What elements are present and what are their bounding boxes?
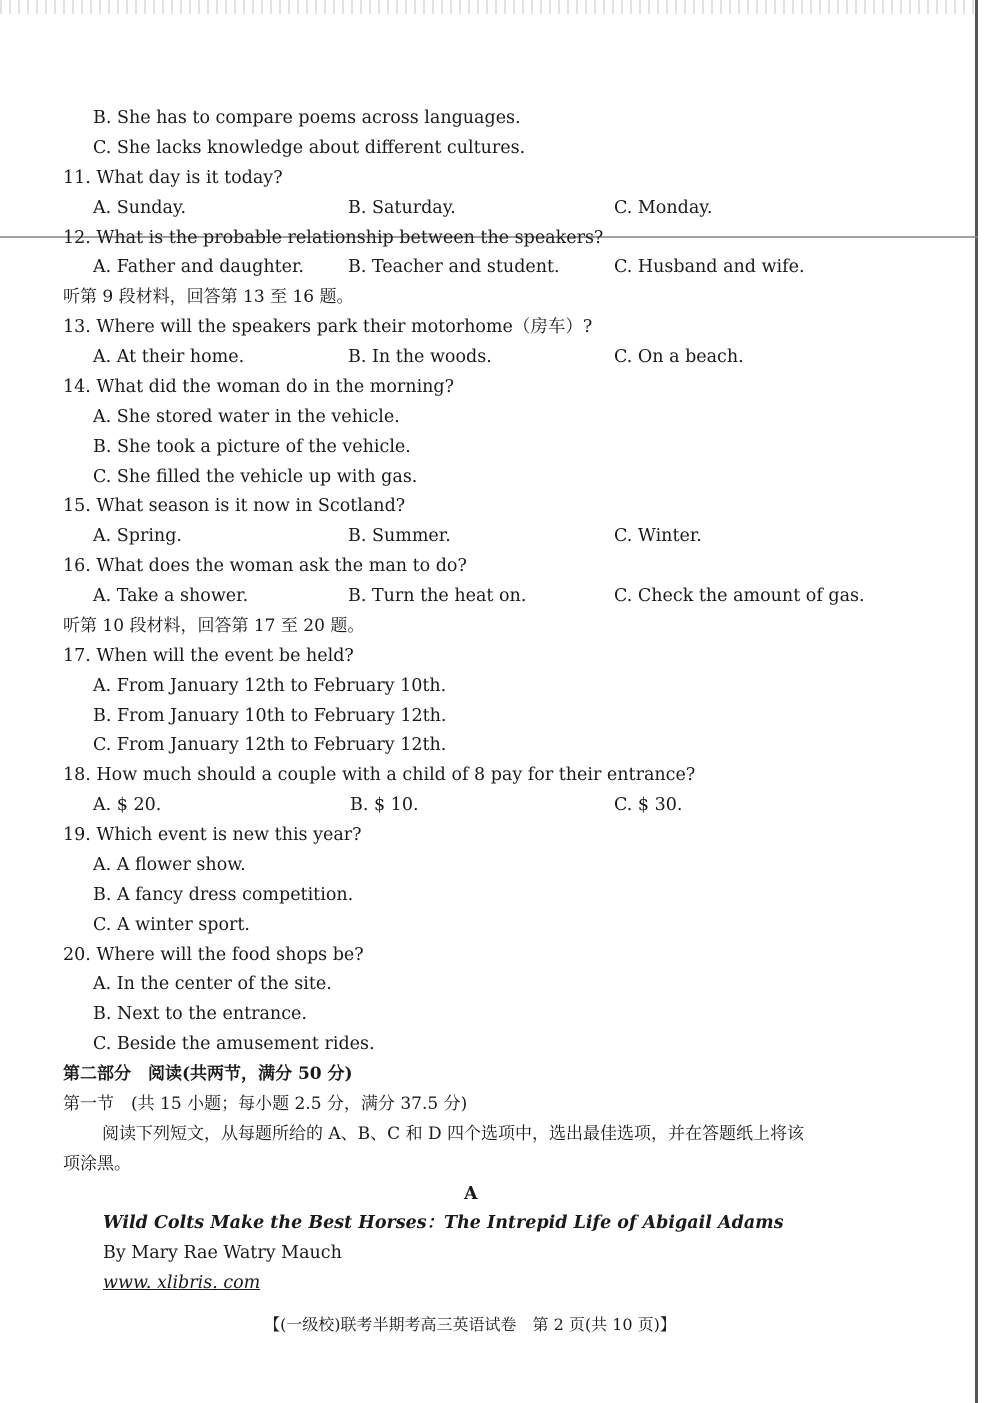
- question-14: 14. What did the woman do in the morning?: [63, 377, 455, 397]
- instructions-line-2: 项涂黑。: [63, 1154, 131, 1174]
- book-author: By Mary Rae Watry Mauch: [103, 1243, 342, 1263]
- option-17a: A. From January 12th to February 10th.: [93, 676, 447, 696]
- option-19b: B. A fancy dress competition.: [93, 885, 354, 905]
- option-20c: C. Beside the amusement rides.: [93, 1034, 375, 1054]
- option-14b: B. She took a picture of the vehicle.: [93, 437, 411, 457]
- page-footer: 【(一级校)联考半期考高三英语试卷 第 2 页(共 10 页)】: [264, 1315, 676, 1334]
- question-17: 17. When will the event be held?: [63, 646, 354, 666]
- option-14c: C. She filled the vehicle up with gas.: [93, 467, 418, 487]
- option-16b: B. Turn the heat on.: [348, 586, 527, 606]
- option-19c: C. A winter sport.: [93, 915, 250, 935]
- option-17c: C. From January 12th to February 12th.: [93, 735, 447, 755]
- instructions-line-1: 阅读下列短文，从每题所给的 A、B、C 和 D 四个选项中，选出最佳选项，并在答题纸上将该: [102, 1124, 805, 1144]
- section-9-header: 听第 9 段材料，回答第 13 至 16 题。: [63, 287, 354, 307]
- option-15a: A. Spring.: [93, 526, 182, 546]
- option-16c: C. Check the amount of gas.: [614, 586, 865, 606]
- book-title: Wild Colts Make the Best Horses：The Intrepid Life of Abigail Adams: [103, 1213, 784, 1233]
- option-14a: A. She stored water in the vehicle.: [93, 407, 400, 427]
- question-16: 16. What does the woman ask the man to do?: [63, 556, 467, 576]
- question-11: 11. What day is it today?: [63, 168, 283, 188]
- option-13c: C. On a beach.: [614, 347, 744, 367]
- option-13b: B. In the woods.: [348, 347, 492, 367]
- question-13: 13. Where will the speakers park their motorhome（房车）?: [63, 317, 593, 337]
- option-11c: C. Monday.: [614, 198, 713, 218]
- option-10c: C. She lacks knowledge about different cultures.: [93, 138, 526, 158]
- option-20b: B. Next to the entrance.: [93, 1004, 307, 1024]
- part-two-heading: 第二部分 阅读(共两节，满分 50 分): [63, 1064, 353, 1084]
- option-15c: C. Winter.: [614, 526, 702, 546]
- question-20: 20. Where will the food shops be?: [63, 945, 364, 965]
- option-12b: B. Teacher and student.: [348, 257, 560, 277]
- passage-a-label: A: [464, 1184, 478, 1204]
- option-12c: C. Husband and wife.: [614, 257, 805, 277]
- option-13a: A. At their home.: [93, 347, 245, 367]
- option-20a: A. In the center of the site.: [93, 974, 332, 994]
- option-17b: B. From January 10th to February 12th.: [93, 706, 447, 726]
- option-10b: B. She has to compare poems across languages.: [93, 108, 521, 128]
- option-11b: B. Saturday.: [348, 198, 456, 218]
- option-18c: C. $ 30.: [614, 795, 683, 815]
- option-18b: B. $ 10.: [350, 795, 419, 815]
- option-15b: B. Summer.: [348, 526, 451, 546]
- option-18a: A. $ 20.: [93, 795, 162, 815]
- section-10-header: 听第 10 段材料，回答第 17 至 20 题。: [63, 616, 365, 636]
- question-18: 18. How much should a couple with a child of 8 pay for their entrance?: [63, 765, 696, 785]
- question-15: 15. What season is it now in Scotland?: [63, 496, 406, 516]
- question-12: 12. What is the probable relationship between the speakers?: [63, 228, 604, 248]
- page-edge: [975, 0, 978, 1403]
- website-link[interactable]: www. xlibris. com: [103, 1273, 261, 1293]
- option-11a: A. Sunday.: [93, 198, 187, 218]
- question-19: 19. Which event is new this year?: [63, 825, 362, 845]
- option-19a: A. A flower show.: [93, 855, 246, 875]
- section-one-heading: 第一节 (共 15 小题；每小题 2.5 分，满分 37.5 分): [63, 1094, 468, 1114]
- option-16a: A. Take a shower.: [93, 586, 249, 606]
- option-12a: A. Father and daughter.: [93, 257, 304, 277]
- scan-noise: [0, 0, 975, 14]
